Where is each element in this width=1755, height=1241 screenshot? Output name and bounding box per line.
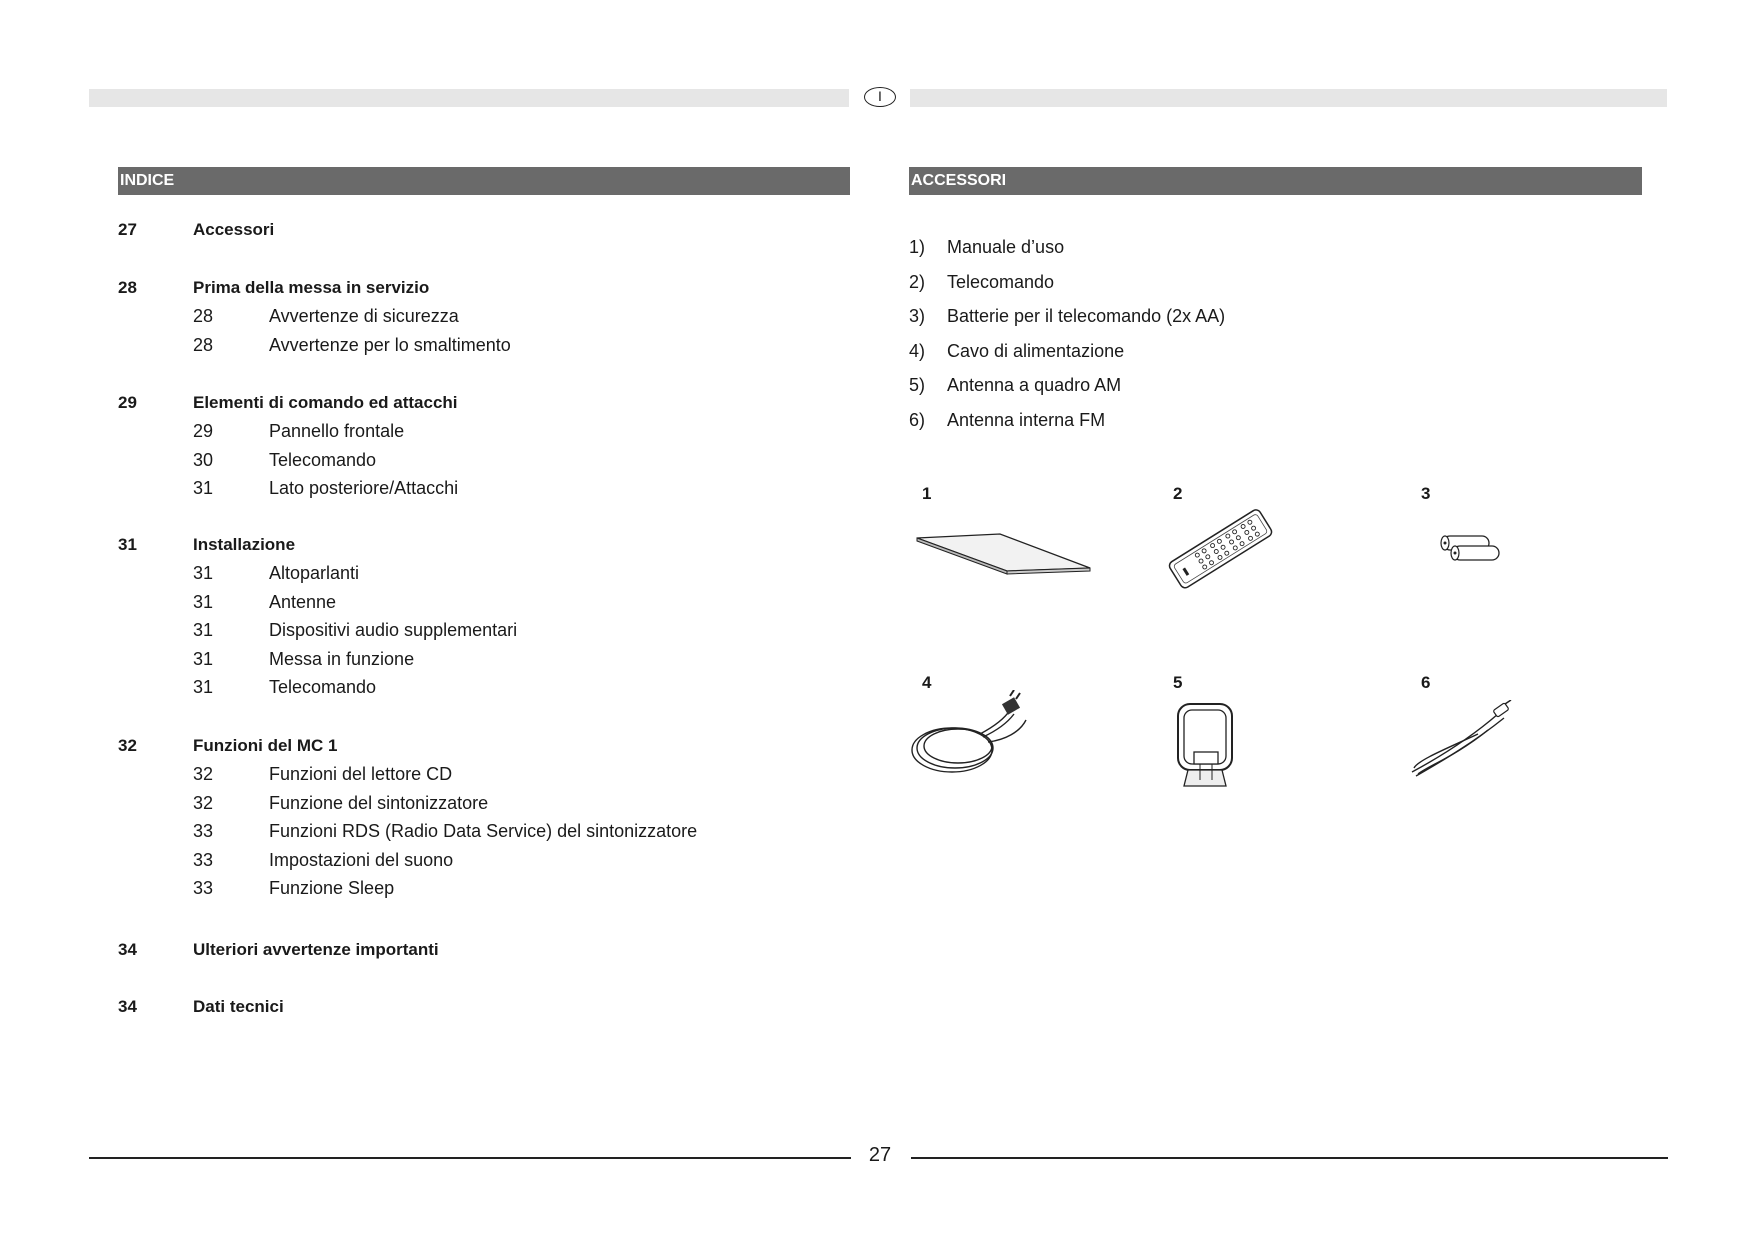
toc-item-label: Lato posteriore/Attacchi: [269, 478, 459, 498]
accessory-number: 5): [909, 375, 926, 395]
toc-item-label: Telecomando: [269, 449, 377, 470]
toc-section-title: Funzioni del MC 1: [193, 736, 338, 755]
accessory-label: Telecomando: [947, 271, 1055, 292]
toc-section-title: Elementi di comando ed attacchi: [193, 393, 458, 412]
toc-item-label: Dispositivi audio supplementari: [269, 620, 518, 640]
fm-antenna-icon: [1408, 700, 1513, 785]
toc-section-title: Installazione: [193, 535, 296, 554]
toc-item-label: Funzioni RDS (Radio Data Service) del sintonizzatore: [269, 821, 698, 841]
toc-section-page: 31: [118, 535, 137, 554]
toc-item-label: Telecomando: [269, 677, 377, 697]
accessory-number: 3): [909, 306, 926, 326]
figure-number-1: 1: [922, 484, 932, 503]
toc-section-page: 32: [118, 736, 137, 755]
accessory-label: Antenna a quadro AM: [947, 375, 1122, 395]
toc-section-page: 27: [118, 220, 137, 239]
toc-item-page: 31: [193, 648, 214, 669]
page-number: 27: [868, 1144, 892, 1166]
toc-item-page: 30: [193, 449, 214, 470]
toc-item-page: 29: [193, 421, 214, 441]
toc-item-page: 28: [193, 334, 214, 355]
figure-number-4: 4: [922, 673, 932, 692]
footer-rule-left: [89, 1157, 851, 1159]
toc-item-label: Avvertenze per lo smaltimento: [269, 334, 511, 355]
toc-section-title: Ulteriori avvertenze importanti: [193, 940, 439, 959]
toc-section-title: Accessori: [193, 220, 275, 239]
toc-item-page: 31: [193, 677, 214, 697]
figure-number-3: 3: [1421, 484, 1431, 503]
toc-item-label: Altoparlanti: [269, 563, 360, 583]
accessory-label: Cavo di alimentazione: [947, 340, 1125, 361]
manual-icon: [915, 530, 1095, 580]
toc-item-page: 31: [193, 620, 214, 640]
figure-number-6: 6: [1421, 673, 1431, 692]
language-badge: I: [864, 87, 896, 107]
toc-section-page: 34: [118, 997, 137, 1016]
toc-item-label: Funzioni del lettore CD: [269, 764, 453, 784]
toc-item-label: Funzione del sintonizzatore: [269, 792, 489, 813]
toc-item-label: Avvertenze di sicurezza: [269, 306, 459, 326]
accessory-number: 1): [909, 237, 926, 257]
header-band-right: [910, 89, 1667, 107]
toc-section-title: Dati tecnici: [193, 997, 284, 1016]
power-cable-icon: [910, 690, 1035, 785]
toc-item-page: 33: [193, 878, 214, 898]
accessory-number: 6): [909, 409, 926, 430]
toc-section-page: 29: [118, 393, 137, 412]
figure-number-5: 5: [1173, 673, 1183, 692]
toc-section-title: Prima della messa in servizio: [193, 278, 430, 297]
accessory-number: 2): [909, 271, 926, 292]
toc-item-label: Pannello frontale: [269, 421, 405, 441]
toc-item-page: 32: [193, 792, 214, 813]
toc-item-label: Messa in funzione: [269, 648, 415, 669]
accessory-number: 4): [909, 340, 926, 361]
toc-item-page: 31: [193, 563, 214, 583]
header-band-left: [89, 89, 849, 107]
toc-item-page: 32: [193, 764, 214, 784]
am-loop-antenna-icon: [1172, 700, 1242, 795]
toc-item-page: 31: [193, 591, 214, 612]
accessory-label: Antenna interna FM: [947, 409, 1106, 430]
toc-heading: INDICE: [118, 167, 850, 195]
toc-item-label: Antenne: [269, 591, 337, 612]
accessory-label: Manuale d’uso: [947, 237, 1065, 257]
toc-section-page: 28: [118, 278, 137, 297]
toc-item-label: Funzione Sleep: [269, 878, 395, 898]
figure-number-2: 2: [1173, 484, 1183, 503]
toc-item-page: 31: [193, 478, 214, 498]
remote-control-icon: [1163, 498, 1278, 603]
toc-section-page: 34: [118, 940, 137, 959]
toc-item-page: 33: [193, 821, 214, 841]
footer-rule-right: [911, 1157, 1668, 1159]
accessory-label: Batterie per il telecomando (2x AA): [947, 306, 1226, 326]
toc-item-label: Impostazioni del suono: [269, 849, 454, 870]
toc-item-page: 33: [193, 849, 214, 870]
toc-item-page: 28: [193, 306, 214, 326]
accessories-heading: ACCESSORI: [909, 167, 1642, 195]
batteries-icon: [1435, 532, 1505, 577]
